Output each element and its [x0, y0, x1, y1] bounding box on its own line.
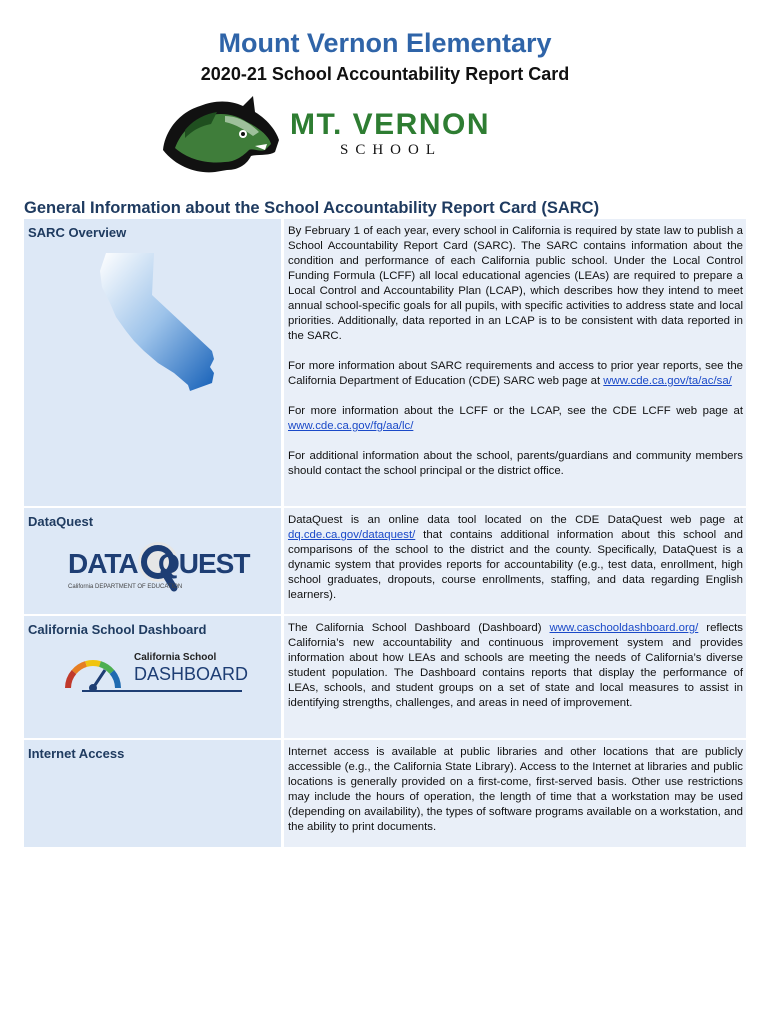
- row-content-cell: [284, 219, 746, 506]
- dashboard-logo-underline: [82, 690, 242, 692]
- table-row: [24, 508, 746, 614]
- report-title: 2020-21 School Accountability Report Card: [200, 64, 570, 84]
- dataquest-logo-data: DATA: [68, 548, 138, 579]
- section-heading: General Information about the School Accountability Report Card (SARC): [24, 199, 600, 217]
- school-name: Mount Vernon Elementary: [218, 28, 552, 58]
- row-label-cell: [24, 508, 281, 614]
- dashboard-paragraph: [288, 621, 743, 711]
- row-content-cell: [284, 616, 746, 738]
- dashboard-logo-line2: DASHBOARD: [134, 664, 249, 684]
- row-label: Internet Access: [28, 746, 125, 761]
- sarc-web-page-link[interactable]: www.cde.ca.gov/ta/ac/sa/: [603, 375, 732, 387]
- logo-subtitle: SCHOOL: [340, 142, 443, 158]
- row-label-cell: [24, 219, 281, 506]
- sarc-overview-paragraph: By February 1 of each year, every school in California is required by state law to publish a School Accountability Report Card (SARC). The SARC contains information about the condition and performance of each California public school. Under the Local Control Funding Formula (LCFF) all local educational agencies (LEAs) are required to prepare a Local Control and Accountability Plan (LCAP), which describes how they intend to meet annual school-specific goals for all pupils, with specific activities to address state and local priorities. Additionally, data reported in an LCAP is to be consistent with data reported in the SARC.: [288, 225, 743, 342]
- row-content-cell: [284, 508, 746, 614]
- row-label: DataQuest: [28, 514, 94, 529]
- mustang-horse-mascot-icon: [155, 90, 285, 180]
- paragraph-text: For more information about SARC requirements and access to prior year reports, see the California Department of Education (CDE) SARC web page at: [288, 360, 743, 387]
- california-map-icon: [84, 247, 244, 397]
- paragraph-text: reflects California’s new accountability and continuous improvement system and provides information about how LEAs and schools are meeting the needs of California’s diverse student population. The Dashboard contains reports that display the performance of LEAs, schools, and student groups on a set of state and local measures to assist in identifying strengths, challenges, and areas in need of improvement.: [288, 622, 743, 709]
- dashboard-link[interactable]: www.caschooldashboard.org/: [549, 622, 699, 634]
- row-label-cell: [24, 616, 281, 738]
- logo-wordmark: MT. VERNON: [290, 108, 491, 141]
- table-row: [24, 616, 746, 738]
- dataquest-logo: [68, 538, 250, 594]
- row-label: California School Dashboard: [28, 622, 207, 637]
- table-row: [24, 740, 746, 847]
- dataquest-paragraph: [288, 513, 743, 603]
- dashboard-logo-line1: California School: [134, 652, 217, 663]
- row-label-cell: [24, 740, 281, 847]
- dataquest-logo-quest: QUEST: [158, 548, 250, 579]
- lcff-web-page-link[interactable]: www.cde.ca.gov/fg/aa/lc/: [288, 420, 414, 432]
- contact-paragraph: For additional information about the school, parents/guardians and community members should contact the school principal or the district office.: [288, 450, 743, 477]
- lcff-paragraph: [288, 404, 743, 434]
- dataquest-logo-sub: California DEPARTMENT OF EDUCATION: [68, 584, 183, 590]
- sarc-info-table: [24, 219, 746, 849]
- internet-access-paragraph: Internet access is available at public libraries and other locations that are publicly accessible (e.g., the California State Library). Access to the Internet at libraries and public locations is generally provided on a first-come, first-served basis. Other use restrictions may include the hours of operation, the length of time that a workstation may be used (depending on availability), the types of software programs available on a workstation, and the ability to print documents.: [288, 746, 743, 833]
- dashboard-logo: [62, 648, 248, 694]
- dataquest-link[interactable]: dq.cde.ca.gov/dataquest/: [288, 529, 416, 541]
- row-content-cell: [284, 740, 746, 847]
- table-row: [24, 219, 746, 506]
- paragraph-text: DataQuest is an online data tool located on the CDE DataQuest web page at: [288, 514, 743, 526]
- school-logo: [155, 90, 515, 180]
- gauge-icon: [62, 648, 124, 694]
- paragraph-text: For more information about the LCFF or the LCAP, see the CDE LCFF web page at: [288, 405, 743, 417]
- paragraph-text: that contains additional information about this school and comparisons of the school to the district and the county. Specifically, DataQuest is a dynamic system that provides reports for accountability (e.g., test data, enrollment, high school graduates, dropouts, course enrollments, staffing, and data regarding English learners).: [288, 529, 743, 601]
- sarc-requirements-paragraph: [288, 359, 743, 389]
- paragraph-text: The California School Dashboard (Dashboard): [288, 622, 550, 634]
- row-label: SARC Overview: [28, 225, 127, 240]
